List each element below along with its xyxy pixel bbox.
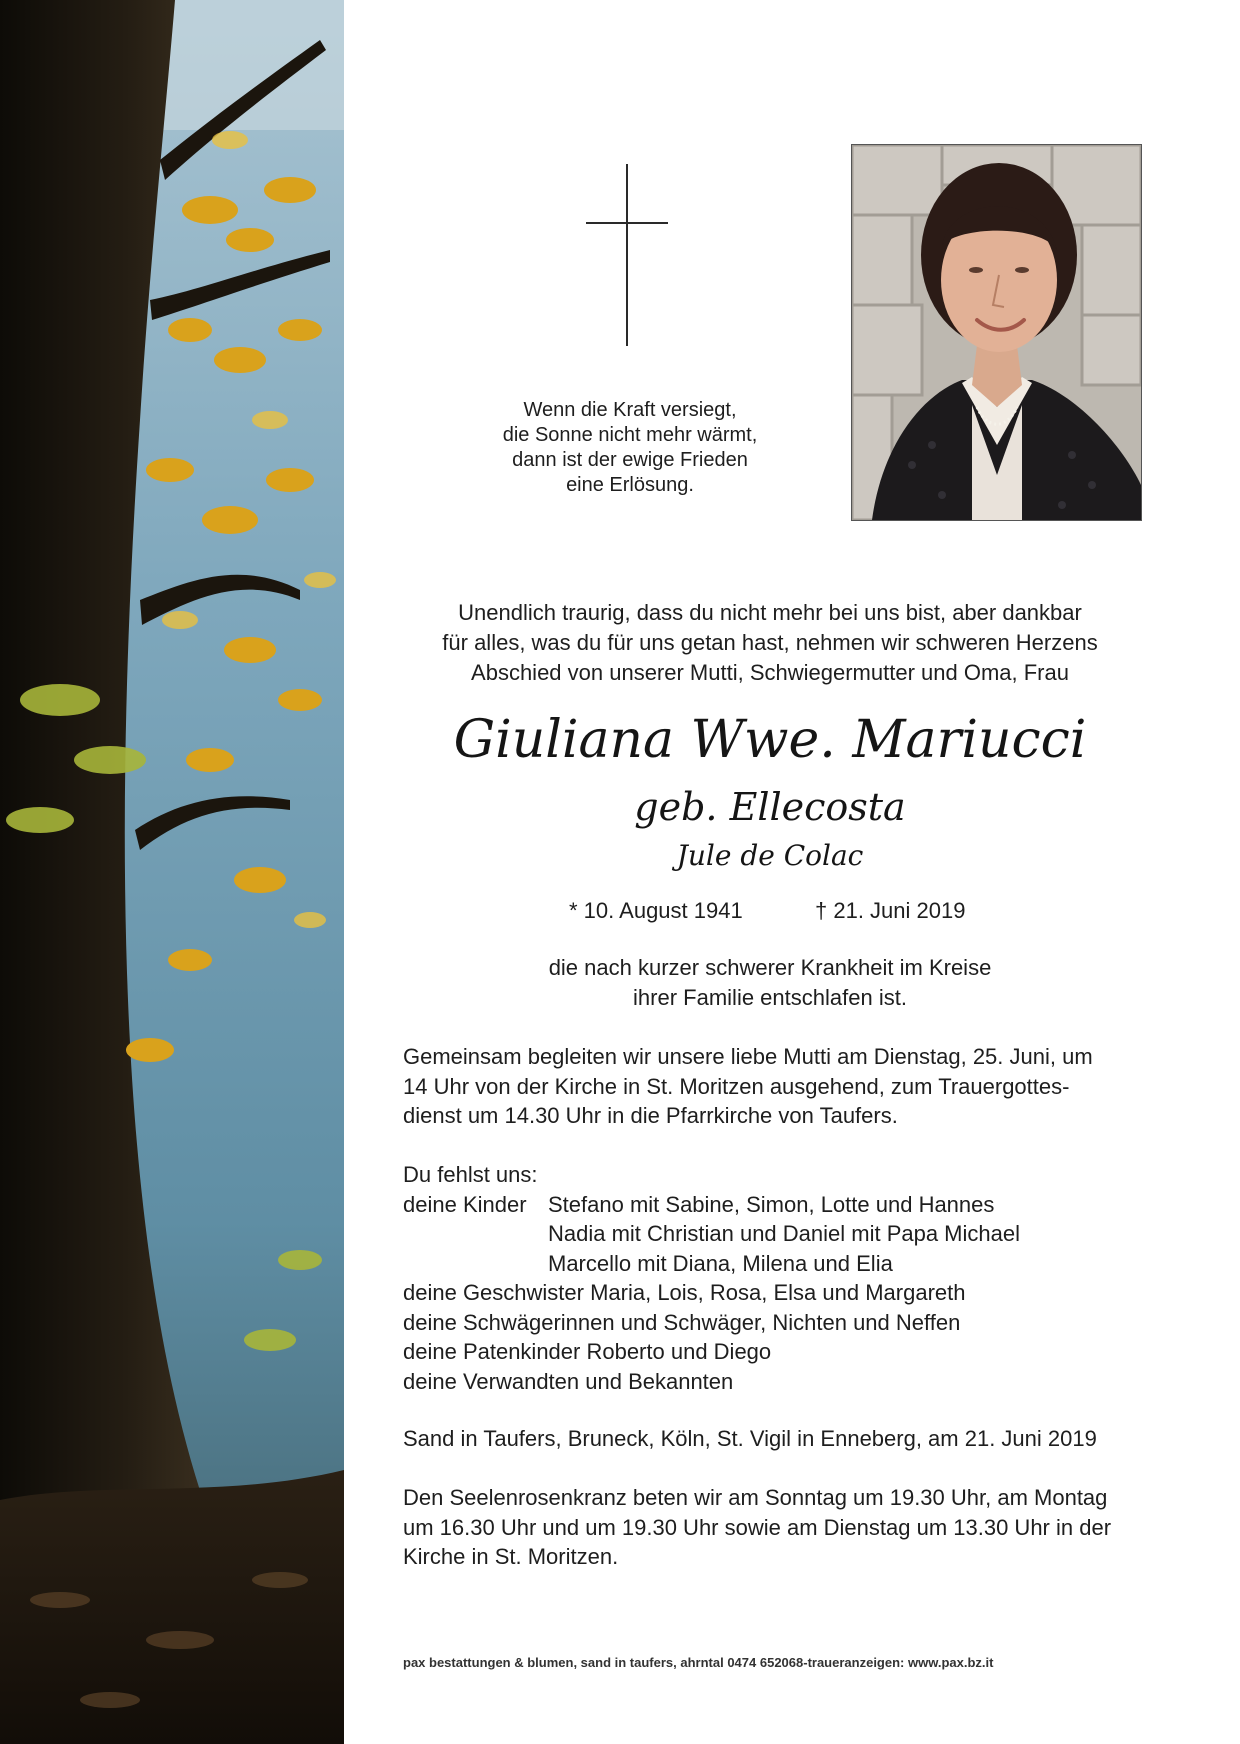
intro-text — [360, 598, 1180, 688]
intro-line: Unendlich traurig, dass du nicht mehr bei uns bist, aber dankbar — [458, 600, 1082, 625]
rosary-line: Den Seelenrosenkranz beten wir am Sonntag um 19.30 Uhr, am Montag — [403, 1485, 1108, 1510]
intro-line: Abschied von unserer Mutti, Schwiegermutter und Oma, Frau — [471, 660, 1069, 685]
place-date-line: Sand in Taufers, Bruneck, Köln, St. Vigil in Enneberg, am 21. Juni 2019 — [403, 1426, 1097, 1451]
family-row — [403, 1219, 1163, 1249]
life-dates — [360, 896, 1180, 926]
tree-photo-panel — [0, 0, 344, 1744]
nickname: Jule de Colac — [676, 839, 864, 872]
funeral-line: Gemeinsam begleiten wir unsere liebe Mutti am Dienstag, 25. Juni, um — [403, 1044, 1093, 1069]
deceased-name: Giuliana Wwe. Mariucci — [453, 710, 1087, 770]
family-list — [403, 1160, 1163, 1396]
portrait-image — [852, 145, 1141, 520]
rosary-details — [403, 1483, 1163, 1572]
rosary-line: um 16.30 Uhr und um 19.30 Uhr sowie am Dienstag um 13.30 Uhr in der — [403, 1514, 1112, 1540]
funeral-line: dienst um 14.30 Uhr in die Pfarrkirche von Taufers. — [403, 1103, 898, 1128]
verse-line: eine Erlösung. — [566, 474, 694, 496]
family-other: deine Geschwister Maria, Lois, Rosa, Elsa und Margareth — [403, 1280, 966, 1305]
place-date — [403, 1424, 1163, 1454]
rosary-line: Kirche in St. Moritzen. — [403, 1544, 619, 1569]
death-date: † 21. Juni 2019 — [815, 898, 966, 923]
children-entry: Stefano mit Sabine, Simon, Lotte und Hannes — [548, 1191, 995, 1217]
children-entry: Marcello mit Diana, Milena und Elia — [548, 1250, 893, 1276]
family-other: deine Patenkinder Roberto und Diego — [403, 1339, 772, 1364]
verse-line: die Sonne nicht mehr wärmt, — [502, 424, 758, 446]
memorial-verse — [420, 398, 840, 498]
family-other: deine Schwägerinnen und Schwäger, Nichten und Neffen — [403, 1309, 961, 1335]
tree-lake-photo — [0, 0, 344, 1744]
intro-line: für alles, was du für uns getan hast, nehmen wir schweren Herzens — [442, 630, 1098, 655]
family-row — [403, 1190, 1163, 1220]
passing-text — [360, 953, 1180, 1013]
funeral-home-footer: pax bestattungen & blumen, sand in taufers, ahrntal 0474 652068-traueranzeigen: www.pax.bz.it — [403, 1655, 994, 1670]
funeral-line: 14 Uhr von der Kirche in St. Moritzen ausgehend, zum Trauergottes- — [403, 1073, 1070, 1099]
family-heading: Du fehlst uns: — [403, 1162, 538, 1187]
children-label: deine Kinder — [403, 1191, 527, 1217]
children-entry: Nadia mit Christian und Daniel mit Papa Michael — [548, 1221, 1020, 1246]
funeral-details — [403, 1042, 1163, 1131]
cross-icon — [586, 164, 668, 346]
birth-name: geb. Ellecosta — [634, 785, 906, 829]
passing-line: ihrer Familie entschlafen ist. — [633, 985, 907, 1010]
verse-line: dann ist der ewige Frieden — [512, 449, 748, 471]
birth-date: * 10. August 1941 — [569, 898, 743, 923]
portrait-photo — [851, 144, 1142, 521]
verse-line: Wenn die Kraft versiegt, — [523, 399, 737, 421]
passing-line: die nach kurzer schwerer Krankheit im Kreise — [548, 955, 992, 980]
family-other: deine Verwandten und Bekannten — [403, 1368, 734, 1394]
family-row — [403, 1249, 1163, 1279]
